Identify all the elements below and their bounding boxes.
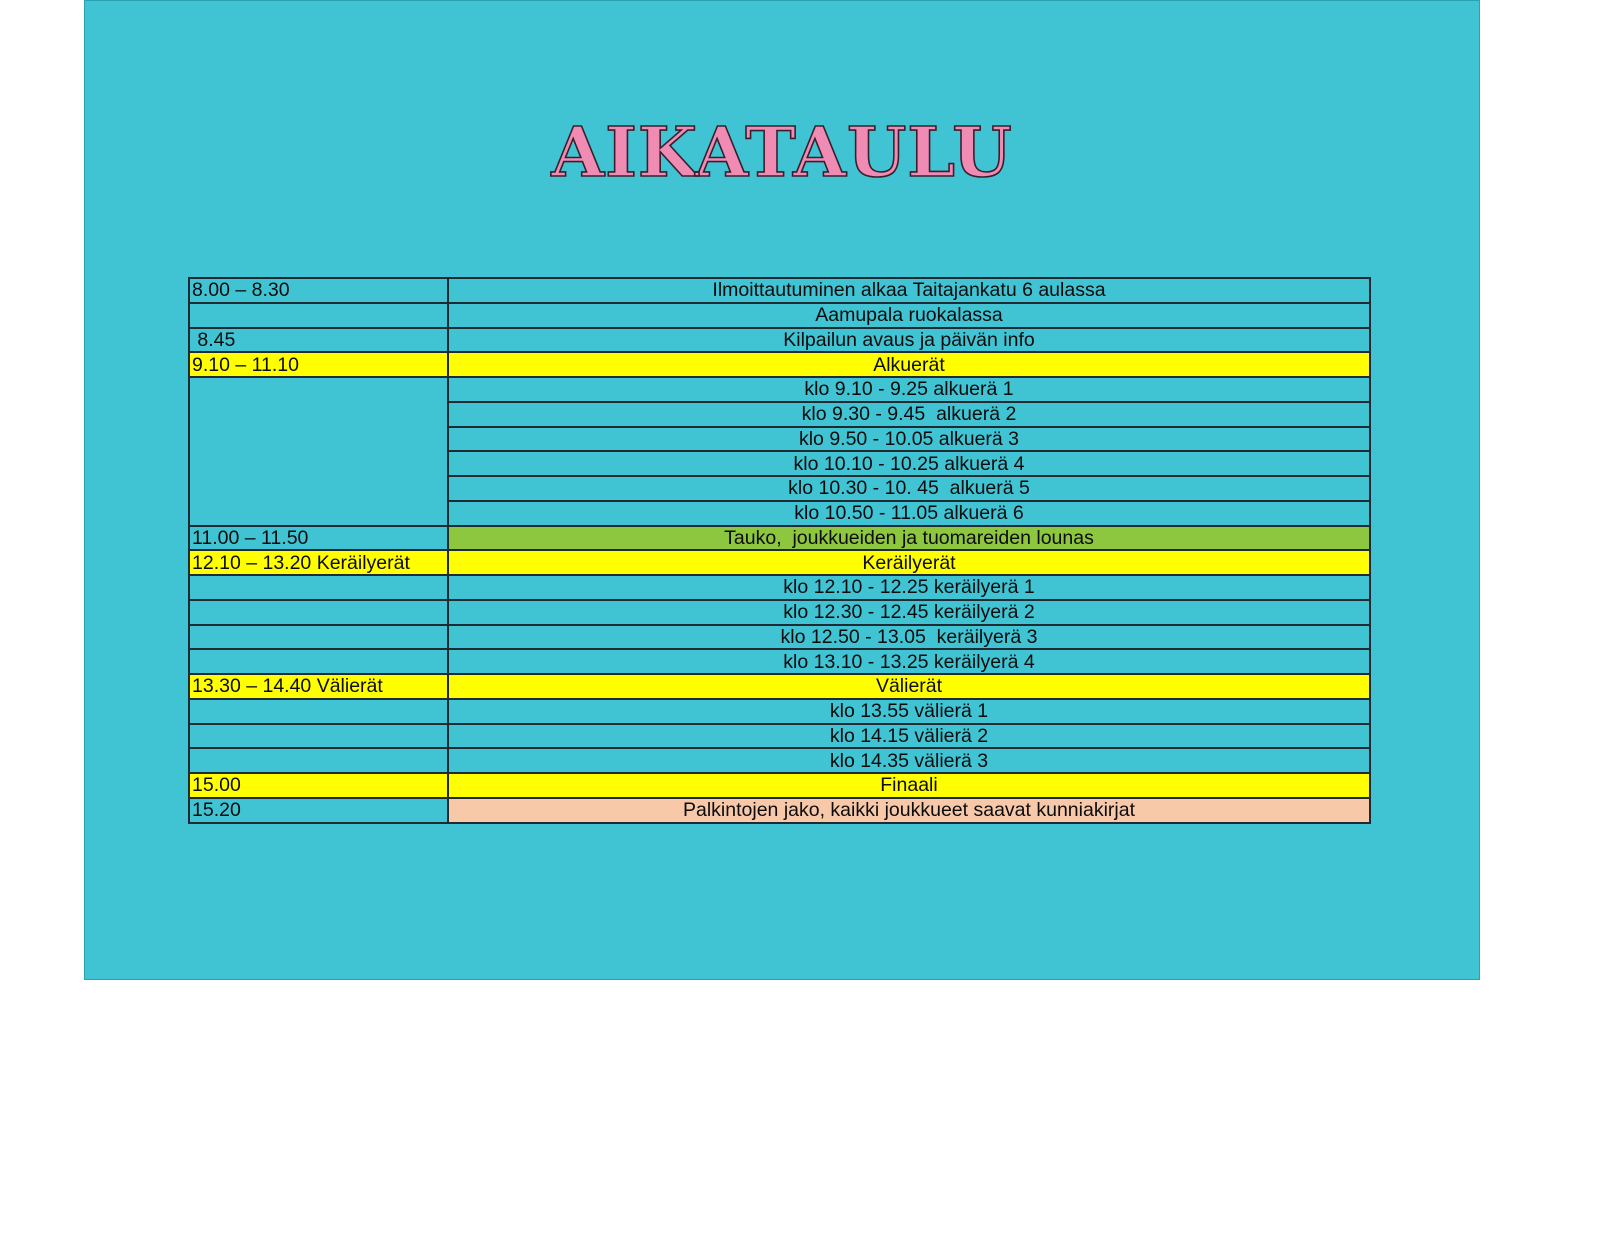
schedule-description-cell: klo 12.10 - 12.25 keräilyerä 1: [448, 575, 1370, 600]
schedule-time-cell: [189, 748, 448, 773]
schedule-row: [189, 352, 1370, 377]
schedule-description-cell: klo 14.15 välierä 2: [448, 724, 1370, 749]
schedule-description-cell: Palkintojen jako, kaikki joukkueet saavat kunniakirjat: [448, 798, 1370, 823]
schedule-time-cell: [189, 303, 448, 328]
schedule-row: [189, 798, 1370, 823]
schedule-description-cell: klo 13.10 - 13.25 keräilyerä 4: [448, 649, 1370, 674]
schedule-row: [189, 699, 1370, 724]
page-title: AIKATAULU: [551, 113, 1013, 193]
schedule-time-cell: [189, 625, 448, 650]
schedule-description-cell: Ilmoittautuminen alkaa Taitajankatu 6 aulassa: [448, 278, 1370, 303]
schedule-row: [189, 303, 1370, 328]
schedule-row: [189, 625, 1370, 650]
schedule-description-cell: klo 10.50 - 11.05 alkuerä 6: [448, 501, 1370, 526]
schedule-time-cell: 13.30 – 14.40 Välierät: [189, 674, 448, 699]
schedule-description-cell: klo 14.35 välierä 3: [448, 748, 1370, 773]
schedule-description-cell: Keräilyerät: [448, 550, 1370, 575]
schedule-time-cell: [189, 575, 448, 600]
schedule-row: [189, 724, 1370, 749]
schedule-description-cell: klo 12.30 - 12.45 keräilyerä 2: [448, 600, 1370, 625]
schedule-description-cell: klo 9.30 - 9.45 alkuerä 2: [448, 402, 1370, 427]
schedule-row: [189, 575, 1370, 600]
schedule-time-cell: 8.45: [189, 328, 448, 353]
schedule-description-cell: klo 10.30 - 10. 45 alkuerä 5: [448, 476, 1370, 501]
schedule-description-cell: Välierät: [448, 674, 1370, 699]
schedule-row: [189, 328, 1370, 353]
schedule-time-cell: 9.10 – 11.10: [189, 352, 448, 377]
schedule-description-cell: Aamupala ruokalassa: [448, 303, 1370, 328]
schedule-table: [188, 277, 1371, 824]
schedule-time-cell: [189, 600, 448, 625]
schedule-description-cell: klo 9.10 - 9.25 alkuerä 1: [448, 377, 1370, 402]
schedule-time-cell: [189, 377, 448, 526]
schedule-row: [189, 674, 1370, 699]
schedule-time-cell: 8.00 – 8.30: [189, 278, 448, 303]
schedule-description-cell: Kilpailun avaus ja päivän info: [448, 328, 1370, 353]
schedule-row: [189, 773, 1370, 798]
schedule-time-cell: 12.10 – 13.20 Keräilyerät: [189, 550, 448, 575]
schedule-description-cell: klo 13.55 välierä 1: [448, 699, 1370, 724]
schedule-time-cell: [189, 699, 448, 724]
schedule-row: [189, 278, 1370, 303]
schedule-time-cell: [189, 724, 448, 749]
schedule-time-cell: 15.20: [189, 798, 448, 823]
schedule-row: [189, 649, 1370, 674]
schedule-description-cell: klo 12.50 - 13.05 keräilyerä 3: [448, 625, 1370, 650]
schedule-row: [189, 600, 1370, 625]
schedule-row: [189, 526, 1370, 551]
schedule-description-cell: klo 9.50 - 10.05 alkuerä 3: [448, 427, 1370, 452]
schedule-description-cell: Alkuerät: [448, 352, 1370, 377]
schedule-time-cell: 11.00 – 11.50: [189, 526, 448, 551]
schedule-description-cell: Finaali: [448, 773, 1370, 798]
schedule-row: [189, 377, 1370, 402]
schedule-time-cell: [189, 649, 448, 674]
schedule-time-cell: 15.00: [189, 773, 448, 798]
schedule-row: [189, 748, 1370, 773]
schedule-body: [189, 278, 1370, 823]
schedule-poster: [84, 0, 1480, 980]
schedule-description-cell: klo 10.10 - 10.25 alkuerä 4: [448, 451, 1370, 476]
schedule-row: [189, 550, 1370, 575]
schedule-description-cell: Tauko, joukkueiden ja tuomareiden lounas: [448, 526, 1370, 551]
